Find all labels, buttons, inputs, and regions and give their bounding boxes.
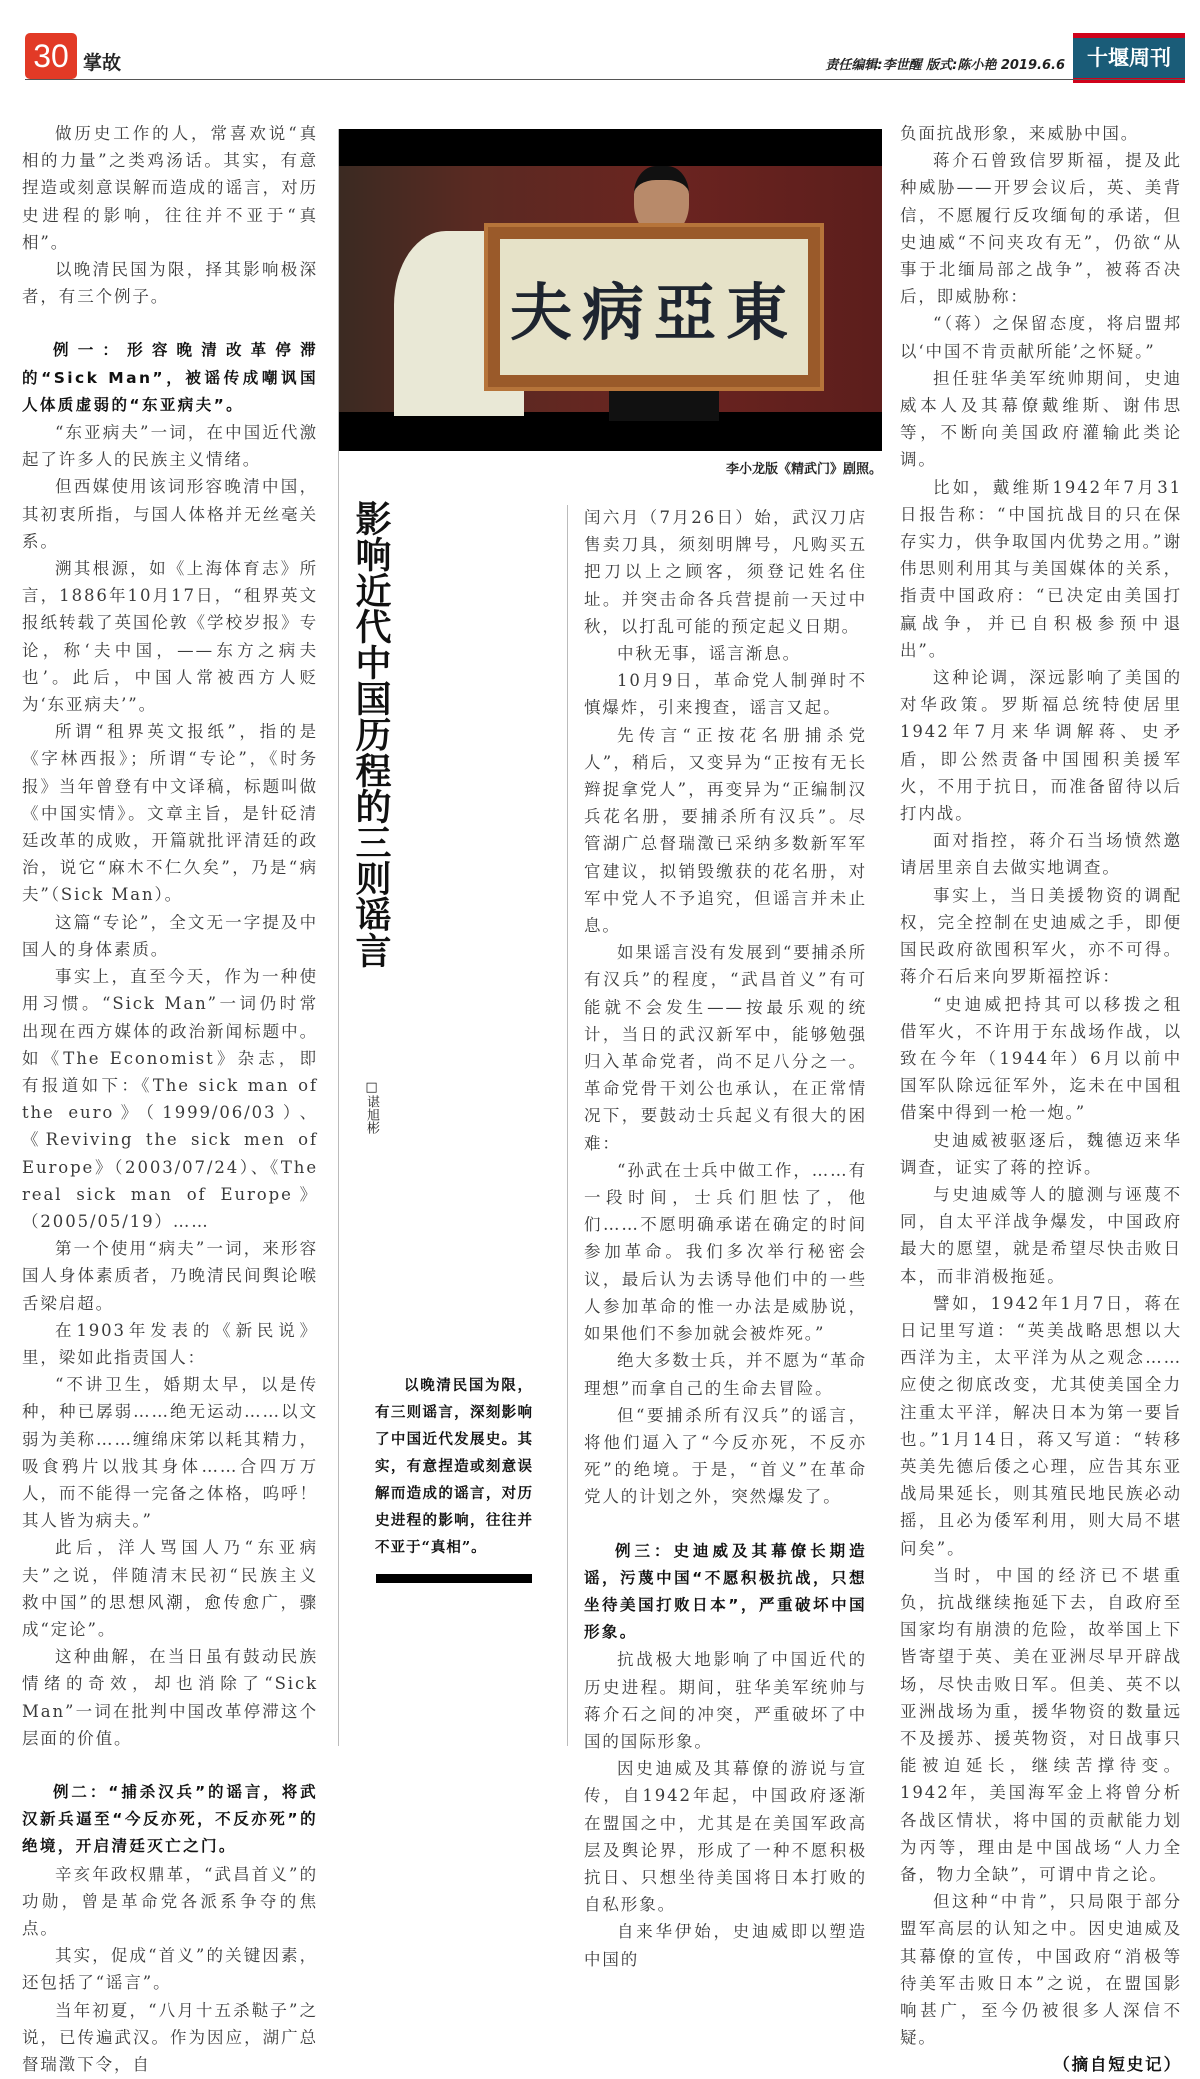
paragraph: 溯其根源，如《上海体育志》所言，1886年10月17日，“租界英文报纸转载了英国伦敦《学校岁报》专论，称‘夫中国，——东方之病夫也’。此后，中国人常被西方人贬为‘东亚病夫’”。 xyxy=(22,559,318,715)
paragraph: “东亚病夫”一词，在中国近代激起了许多人的民族主义情绪。 xyxy=(22,423,318,470)
photo-plaque xyxy=(484,223,824,391)
paragraph: 譬如，1942年1月7日，蒋在日记里写道：“英美战略思想以大西洋为主，太平洋为从之观念……应使之彻底改变，尤其使美国全力注重太平洋，解决日本为第一要旨也。”1月14日，蒋又写道：“转移英美先德后倭之心理，应告其东亚战局果延长，则其殖民地民族必动摇，且必为倭军利用，则大局不堪问矣”。 xyxy=(900,1293,1182,1558)
paragraph: 第一个使用“病夫”一词，来形容国人身体素质者，乃晚清民间舆论喉舌梁启超。 xyxy=(22,1239,318,1313)
film-still-photo xyxy=(339,129,882,451)
paragraph: 闰六月（7月26日）始，武汉刀店售卖刀具，须刻明牌号，凡购买五把刀以上之顾客，须登记姓名住址。并突击命各兵营提前一天过中秋，以打乱可能的预定起义日期。 xyxy=(584,508,867,636)
section-heading: 例三：史迪威及其幕僚长期造谣，污蔑中国“不愿积极抗战，只想坐待美国打败日本”，严重破坏中国形象。 xyxy=(584,1541,867,1642)
paragraph: 负面抗战形象，来威胁中国。 xyxy=(900,124,1140,143)
article-column-1 xyxy=(22,120,318,2078)
article-title: 影响近代中国历程的三则谣言 xyxy=(350,500,392,968)
paragraph: “不讲卫生，婚期太早，以是传种，种已孱弱……绝无运动……以文弱为美称……缠绵床笫以耗其精力，吸食鸦片以戕其身体……合四万万人，而不能得一完备之体格，呜呼！其人皆为病夫。” xyxy=(22,1375,318,1531)
paragraph: 抗战极大地影响了中国近代的历史进程。期间，驻华美军统帅与蒋介石之间的冲突，严重破坏了中国的国际形象。 xyxy=(584,1650,867,1751)
plaque-text: 夫病亞東 xyxy=(500,239,808,375)
paragraph: 这篇“专论”，全文无一字提及中国人的身体素质。 xyxy=(22,912,318,959)
paragraph: 在1903年发表的《新民说》里，梁如此指责国人： xyxy=(22,1320,318,1367)
paragraph: 这种曲解，在当日虽有鼓动民族情绪的奇效，却也消除了“Sick Man”一词在批判中国改革停滞这个层面的价值。 xyxy=(22,1647,318,1748)
paragraph: 事实上，当日美援物资的调配权，完全控制在史迪威之手，即便国民政府欲囤积军火，亦不可得。蒋介石后来向罗斯福控诉： xyxy=(900,885,1182,987)
paragraph: 绝大多数士兵，并不愿为“革命理想”而拿自己的生命去冒险。 xyxy=(584,1351,867,1398)
paragraph: 此后，洋人骂国人乃“东亚病夫”之说，伴随清末民初“民族主义救中国”的思想风潮，愈传愈广，骤成“定论”。 xyxy=(22,1538,318,1639)
source-note: （摘自短史记） xyxy=(1053,2055,1182,2075)
paragraph: 比如，戴维斯1942年7月31日报告称：“中国抗战目的只在保存实力，供争取国内优势之用。”谢伟思则利用其与美国媒体的关系，指责中国政府：“已决定由美国打赢战争，并已自积极参预中退出”。 xyxy=(900,477,1182,660)
section-heading: 例一：形容晚清改革停滞的“Sick Man”，被谣传成嘲讽国人体质虚弱的“东亚病夫”。 xyxy=(22,341,318,414)
pull-quote-bar xyxy=(376,1574,532,1583)
paragraph: 做历史工作的人，常喜欢说“真相的力量”之类鸡汤话。其实，有意捏造或刻意误解而造成的谣言，对历史进程的影响，往往并不亚于“真相”。 xyxy=(22,124,318,252)
page-number: 30 xyxy=(25,33,77,79)
paragraph: 如果谣言没有发展到“要捕杀所有汉兵”的程度，“武昌首义”有可能就不会发生——按最乐观的统计，当日的武汉新军中，能够勉强归入革命党者，尚不足八分之一。革命党骨干刘公也承认，在正常情况下，要鼓动士兵起义有很大的困难： xyxy=(584,943,867,1153)
pull-quote: 以晚清民国为限，有三则谣言，深刻影响了中国近代发展史。其实，有意捏造或刻意误解而造成的谣言，对历史进程的影响，往往并不亚于“真相”。 xyxy=(375,1377,533,1556)
paragraph: 史迪威被驱逐后，魏德迈来华调查，证实了蒋的控诉。 xyxy=(900,1130,1182,1177)
article-column-4 xyxy=(900,120,1182,2079)
paragraph: 与史迪威等人的臆测与诬蔑不同，自太平洋战争爆发，中国政府最大的愿望，就是希望尽快击败日本，而非消极拖延。 xyxy=(900,1184,1182,1286)
photo-scene xyxy=(339,166,882,412)
paragraph: “孙武在士兵中做工作，……有一段时间，士兵们胆怯了，他们……不愿明确承诺在确定的时间参加革命。我们多次举行秘密会议，最后认为去诱导他们中的一些人参加革命的惟一办法是威胁说，如果他们不参加就会被炸死。” xyxy=(584,1160,867,1344)
paragraph: 因史迪威及其幕僚的游说与宣传，自1942年起，中国政府逐渐在盟国之中，尤其是在美国军政高层及舆论界，形成了一种不愿积极抗日、只想坐待美国将日本打败的自私形象。 xyxy=(584,1759,867,1915)
paragraph: 其实，促成“首义”的关键因素，还包括了“谣言”。 xyxy=(22,1946,318,1993)
paragraph: “（蒋）之保留态度，将启盟邦以‘中国不肯贡献所能’之怀疑。” xyxy=(900,314,1182,361)
paragraph: 中秋无事，谣言渐息。 xyxy=(617,644,801,664)
paragraph: 当年初夏，“八月十五杀鞑子”之说，已传遍武汉。作为因应，湖广总督瑞澂下令，自 xyxy=(22,2000,318,2075)
paragraph: 当时，中国的经济已不堪重负，抗战继续拖延下去，自政府至国家均有崩溃的危险，故举国上下皆寄望于英、美在亚洲尽早开辟战场，尽快击败日军。但美、英不以亚洲战场为重，援华物资的数量远不及援苏、援英物资，对日战事只能被迫延长，继续苦撑待变。1942年，美国海军金上将曾分析各战区情状，将中国的贡献能力划为丙等，理由是中国战场“人力全备，物力全缺”，可谓中肯之论。 xyxy=(900,1565,1182,1884)
paragraph: 所谓“租界英文报纸”，指的是《字林西报》；所谓“专论”，《时务报》当年曾登有中文译稿，标题叫做《中国实情》。文章主旨，是针砭清廷改革的成败，开篇就批评清廷的政治，说它“麻木不仁久矣”，乃是“病夫”（Sick Man）。 xyxy=(22,722,318,905)
paragraph: 担任驻华美军统帅期间，史迪威本人及其幕僚戴维斯、谢伟思等，不断向美国政府灌输此类论调。 xyxy=(900,368,1182,470)
photo-caption: 李小龙版《精武门》剧照。 xyxy=(725,462,882,477)
header-rule xyxy=(25,79,1185,80)
paragraph: 事实上，直至今天，作为一种使用习惯。“Sick Man”一词仍时常出现在西方媒体的政治新闻标题中。如《The Economist》杂志，即有报道如下：《The sick man of the euro》（1999/06/03）、《Reviving the sick men of Europe》（2003/07/24）、《The real sick man of Europe》（2005/05/19）…… xyxy=(22,967,318,1231)
paragraph: 但西媒使用该词形容晚清中国，其初衷所指，与国人体格并无丝毫关系。 xyxy=(22,477,318,551)
editor-credits: 责任编辑:李世醒 版式:陈小艳 2019.6.6 xyxy=(825,58,1065,73)
paragraph: 但“要捕杀所有汉兵”的谣言，将他们逼入了“今反亦死，不反亦死”的绝境。于是，“首义”在革命党人的计划之外，突然爆发了。 xyxy=(584,1405,867,1507)
paragraph: 先传言“正按花名册捕杀党人”，稍后，又变异为“正按有无长辫捉拿党人”，再变异为“正编制汉兵花名册，要捕杀所有汉兵”。尽管湖广总督瑞澂已采纳多数新军军官建议，拟销毁缴获的花名册，对军中党人不予追究，但谣言并未止息。 xyxy=(584,725,867,936)
column-divider xyxy=(567,505,568,1746)
paragraph: 自来华伊始，史迪威即以塑造中国的 xyxy=(584,1922,867,1969)
article-author: □谌旭彬 xyxy=(364,1080,379,1134)
paragraph: 辛亥年政权鼎革，“武昌首义”的功勋，曾是革命党各派系争夺的焦点。 xyxy=(22,1864,318,1938)
paragraph: “史迪威把持其可以移拨之租借军火，不许用于东战场作战，以致在今年（1944年）6月以前中国军队除远征军外，迄未在中国租借案中得到一枪一炮。” xyxy=(900,994,1182,1123)
paragraph: 10月9日，革命党人制弹时不慎爆炸，引来搜查，谣言又起。 xyxy=(584,671,867,718)
newspaper-logo: 十堰周刊 xyxy=(1073,33,1185,83)
paragraph: 这种论调，深远影响了美国的对华政策。罗斯福总统特使居里1942年7月来华调解蒋、史矛盾，即公然责备中国囤积美援军火，不用于抗日，而准备留待以后打内战。 xyxy=(900,668,1182,824)
section-title: 掌故 xyxy=(83,52,122,74)
article-column-3 xyxy=(584,504,867,1973)
section-heading: 例二：“捕杀汉兵”的谣言，将武汉新兵逼至“今反亦死，不反亦死”的绝境，开启清廷灭亡之门。 xyxy=(22,1782,318,1856)
paragraph: 面对指控，蒋介石当场愤然邀请居里亲自去做实地调查。 xyxy=(900,831,1182,878)
paragraph: 但这种“中肯”，只局限于部分盟军高层的认知之中。因史迪威及其幕僚的宣传，中国政府“消极等待美军击败日本”之说，在盟国影响甚广，至今仍被很多人深信不疑。 xyxy=(900,1892,1182,2048)
paragraph: 以晚清民国为限，择其影响极深者，有三个例子。 xyxy=(22,260,318,307)
paragraph: 蒋介石曾致信罗斯福，提及此种威胁——开罗会议后，英、美背信，不愿履行反攻缅甸的承诺，但史迪威“不问夹攻有无”，仍欲“从事于北缅局部之战争”，被蒋否决后，即威胁称： xyxy=(900,151,1182,307)
